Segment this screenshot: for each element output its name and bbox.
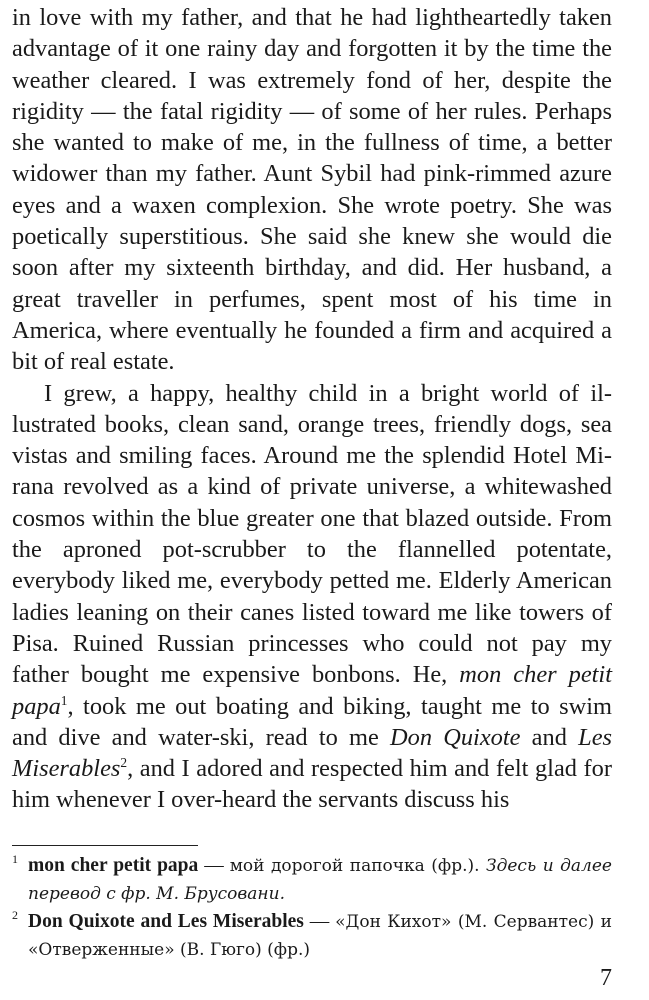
- footnote-1-translation: мой дорогой папочка (фр.).: [229, 856, 486, 876]
- paragraph-2-part-b: , took me out boating and biking, taught me to swim and dive and water-ski, read to me: [12, 692, 612, 751]
- paragraph-2-part-d: , and I adored and respected him and felt glad for him whenever I over-heard the servants discuss his: [12, 755, 612, 814]
- footnotes: [12, 852, 612, 964]
- page-body: [12, 2, 612, 816]
- paragraph-1: in love with my father, and that he had lightheartedly taken advantage of it one rainy day and forgotten it by the time the weather cleared. I was extremely fond of her, despite the rigidity — the fatal rigidity — of some of her rules. Perhaps she wanted to make of me, in the fullness of time, a better widower than my father. Aunt Sybil had pink-rimmed azure eyes and a waxen complexion. She wrote poetry. She was poetically superstitious. She said she knew she would die soon after my sixteenth birthday, and did. Her husband, a great traveller in perfumes, spent most of his time in America, where eventually he founded a firm and acquired a bit of real estate.: [12, 4, 612, 376]
- footnote-1: [12, 852, 612, 908]
- footnote-2-term: Don Quixote and Les Miserables: [28, 911, 304, 932]
- italic-don-quixote: Don Quixote: [390, 723, 521, 751]
- footnote-2-mark: 2: [12, 908, 18, 922]
- footnote-1-mark: 1: [12, 852, 18, 866]
- paragraph-2-part-a: I grew, a happy, healthy child in a bright world of illustrated books, clean sand, orange trees, friendly dogs, sea vistas and smiling faces. Around me the splendid Hotel Mirana revolved as a kind of private universe, a whitewashed cosmos within the blue greater one that blazed outside. From the aproned pot-scrubber to the flannelled potentate, everybody liked me, everybody petted me. Elderly American ladies leaning on their canes listed toward me like towers of Pisa. Ruined Russian princesses who could not pay my father bought me expensive bonbons. He,: [12, 379, 612, 689]
- main-text: [12, 2, 612, 816]
- italic-les-miserables: Les Miserables: [12, 723, 613, 783]
- footnote-2: [12, 908, 612, 964]
- footnote-2-dash: —: [303, 911, 336, 932]
- footnote-divider: [12, 845, 198, 846]
- italic-mon-cher-petit-papa: mon cher petit papa: [12, 661, 612, 720]
- paragraph-2: [12, 378, 612, 816]
- footnote-ref-2: 2: [120, 755, 128, 770]
- footnote-2-translation: «Дон Кихот» (М. Сервантес) и «Отверженные» (В. Гюго) (фр.): [28, 912, 612, 960]
- footnote-1-dash: —: [198, 855, 230, 876]
- page-number: 7: [600, 965, 612, 991]
- footnote-1-note: Здесь и далее перевод с фр. М. Брусовани.: [28, 856, 612, 904]
- footnote-ref-1: 1: [60, 692, 68, 708]
- footnote-1-term: mon cher petit papa: [28, 855, 199, 876]
- paragraph-2-part-c: and: [520, 723, 579, 751]
